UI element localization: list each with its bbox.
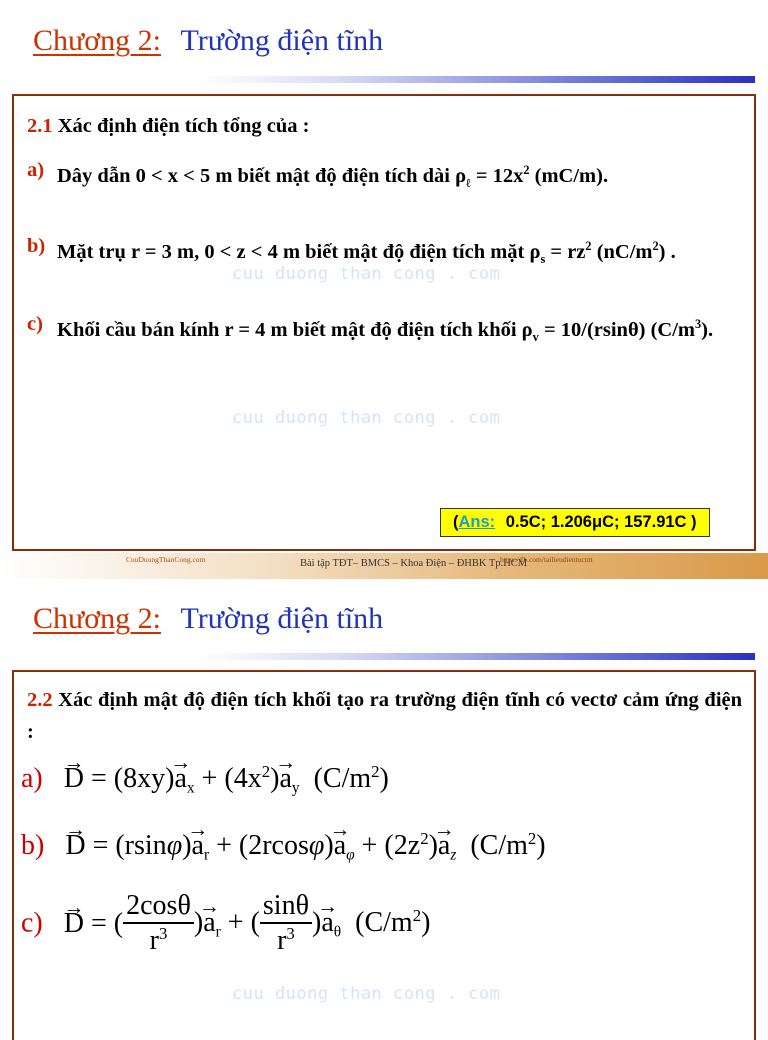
slide1-item-c-label: c) <box>27 313 43 335</box>
slide1-item-c-text: Khối cầu bán kính r = 4 m biết mật độ điện tích khối $\rho_v = 10/(rsin\theta)$ $(C/m^3)$. <box>57 317 714 344</box>
slide1-problem-text: Xác định điện tích tổng của : <box>57 115 310 137</box>
slide2-watermark: cuu duong than cong . com <box>232 984 501 1004</box>
slide2-problem-num: 2.2 <box>27 689 53 711</box>
answer-label: Ans: <box>458 513 496 531</box>
slide2-problem-text: Xác định mật độ điện tích khối tạo ra trường điện tĩnh có vectơ cảm ứng điện : <box>27 689 743 743</box>
slide1-item-a-label: a) <box>27 159 45 181</box>
slide1-item-b-label: b) <box>27 235 46 257</box>
answer-values: 0.5C; 1.206μC; 157.91C <box>505 513 687 531</box>
footer-left-link[interactable]: CuuDuongThanCong.com <box>126 555 206 564</box>
slide1-title <box>33 24 383 58</box>
equation-c-label: c) <box>21 907 43 939</box>
slide1-item-a <box>27 154 742 199</box>
answer-box: (Ans: 0.5C; 1.206μC; 157.91C ) <box>440 508 710 537</box>
slide1-problem-num: 2.1 <box>27 115 53 137</box>
slide1-topic: Trường điện tĩnh <box>180 24 384 57</box>
equation-c: c) → D = ( $\frac{2\cos\theta}{r^3}$ )→ $a_r$ + ( $\frac{\sin\theta}{r^3}$ )→ $a_\theta$ $(C/m^2)$ <box>21 890 430 957</box>
slide2-title <box>33 602 383 636</box>
slide1-item-b-text: Mặt trụ r = 3 m, 0 < z < 4 m biết mật độ điện tích mặt $\rho_s = rz^2$ $(nC/m^2)$ . <box>57 239 676 266</box>
slide1-chapter: Chương 2: <box>33 24 161 57</box>
slide1-problem-box <box>12 94 756 551</box>
slide2-problem-heading <box>27 684 742 748</box>
slide1-title-bar <box>200 76 755 83</box>
footer-center-text: Bài tập TĐT– BMCS – Khoa Điện – ĐHBK Tp.HCM <box>300 558 528 569</box>
equation-b: $b) \to D = (rsin\varphi)\to a_r + (2rcos\varphi)\to a_\varphi + (2z^2)\to a_z$ $(C/m^2)$ <box>21 829 546 864</box>
slide1-problem-heading <box>27 110 742 142</box>
slide2-title-bar <box>200 653 755 660</box>
slide1-item-c <box>27 308 742 353</box>
footer-right-link[interactable]: https://fb.com/tailieudientucntt <box>500 555 593 564</box>
equation-b-label: b) <box>21 830 45 862</box>
slide1-watermark-1: cuu duong than cong . com <box>232 264 501 284</box>
slide1-item-a-text: Dây dẫn 0 < x < 5 m biết mật độ điện tích dài $\rho_\ell = 12x^2$ (mC/m). <box>57 163 609 190</box>
slide2-problem-box <box>12 670 756 1040</box>
slide2-topic: Trường điện tĩnh <box>180 602 384 635</box>
slide1-watermark-2: cuu duong than cong . com <box>232 408 501 428</box>
equation-a: $a) \to D = (8xy)\to a_x + (4x^2)\to a_y$ $(C/m^2)$ <box>21 762 389 797</box>
slide2-chapter: Chương 2: <box>33 602 161 635</box>
equation-a-label: a) <box>21 763 43 795</box>
